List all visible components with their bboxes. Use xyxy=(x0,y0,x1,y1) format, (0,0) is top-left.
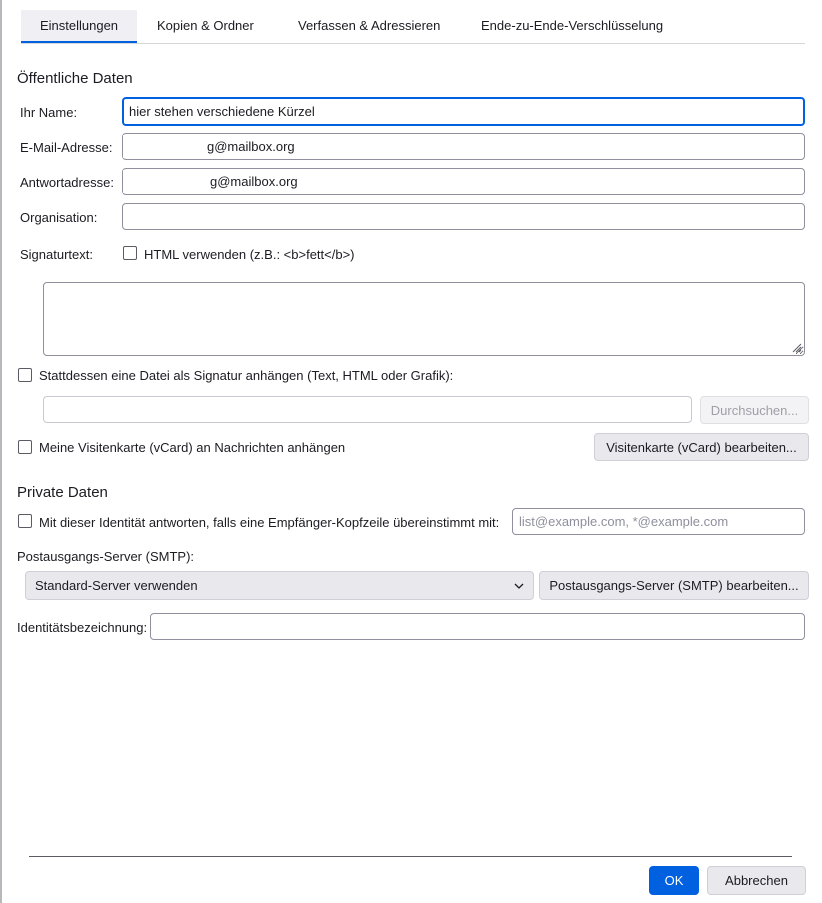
reply-match-checkbox[interactable] xyxy=(18,514,32,528)
email-label: E-Mail-Adresse: xyxy=(20,140,113,155)
private-data-heading: Private Daten xyxy=(17,484,108,501)
cancel-button[interactable]: Abbrechen xyxy=(707,866,806,895)
identity-label: Identitätsbezeichnung: xyxy=(17,620,148,635)
email-input[interactable] xyxy=(122,133,805,160)
signature-label: Signaturtext: xyxy=(20,247,93,262)
window-edge xyxy=(0,0,2,903)
footer-separator xyxy=(29,856,792,857)
tab-kopien-ordner[interactable]: Kopien & Ordner xyxy=(157,18,254,33)
reply-to-input[interactable] xyxy=(122,168,805,195)
attach-signature-file-label: Stattdessen eine Datei als Signatur anhängen (Text, HTML oder Grafik): xyxy=(39,368,454,383)
reply-match-label: Mit dieser Identität antworten, falls eine Empfänger-Kopfzeile übereinstimmt mit: xyxy=(39,515,500,530)
smtp-server-select[interactable] xyxy=(25,571,534,600)
identity-input[interactable] xyxy=(150,613,805,640)
public-data-heading: Öffentliche Daten xyxy=(17,70,133,87)
attach-signature-file-checkbox[interactable] xyxy=(18,368,32,382)
organization-input[interactable] xyxy=(122,203,805,230)
attach-vcard-checkbox[interactable] xyxy=(18,440,32,454)
browse-button[interactable]: Durchsuchen... xyxy=(700,396,809,424)
attach-vcard-label: Meine Visitenkarte (vCard) an Nachrichten anhängen xyxy=(39,440,346,455)
ok-button[interactable]: OK xyxy=(649,866,699,895)
html-signature-checkbox[interactable] xyxy=(123,246,137,260)
signature-file-input[interactable] xyxy=(43,396,692,423)
organization-label: Organisation: xyxy=(20,210,98,225)
redacted-area xyxy=(123,170,210,193)
html-signature-label: HTML verwenden (z.B.: <b>fett</b>) xyxy=(144,247,355,262)
reply-match-input[interactable] xyxy=(512,508,805,535)
redacted-area xyxy=(123,135,206,158)
name-label: Ihr Name: xyxy=(20,105,78,120)
smtp-selected-value: Standard-Server verwenden xyxy=(35,578,198,593)
reply-to-label: Antwortadresse: xyxy=(20,175,114,190)
tab-verfassen-adressieren[interactable]: Verfassen & Adressieren xyxy=(298,18,441,33)
resize-grip-icon[interactable] xyxy=(790,341,802,353)
tab-e2e-verschluesselung[interactable]: Ende-zu-Ende-Verschlüsselung xyxy=(481,18,664,33)
signature-textarea[interactable] xyxy=(43,282,805,356)
tab-einstellungen[interactable]: Einstellungen xyxy=(21,10,137,43)
chevron-down-icon xyxy=(513,580,525,592)
edit-smtp-button[interactable]: Postausgangs-Server (SMTP) bearbeiten... xyxy=(539,571,809,600)
name-input[interactable] xyxy=(122,97,805,126)
tab-bar xyxy=(21,10,805,44)
edit-vcard-button[interactable]: Visitenkarte (vCard) bearbeiten... xyxy=(594,433,809,461)
smtp-label: Postausgangs-Server (SMTP): xyxy=(17,549,195,564)
